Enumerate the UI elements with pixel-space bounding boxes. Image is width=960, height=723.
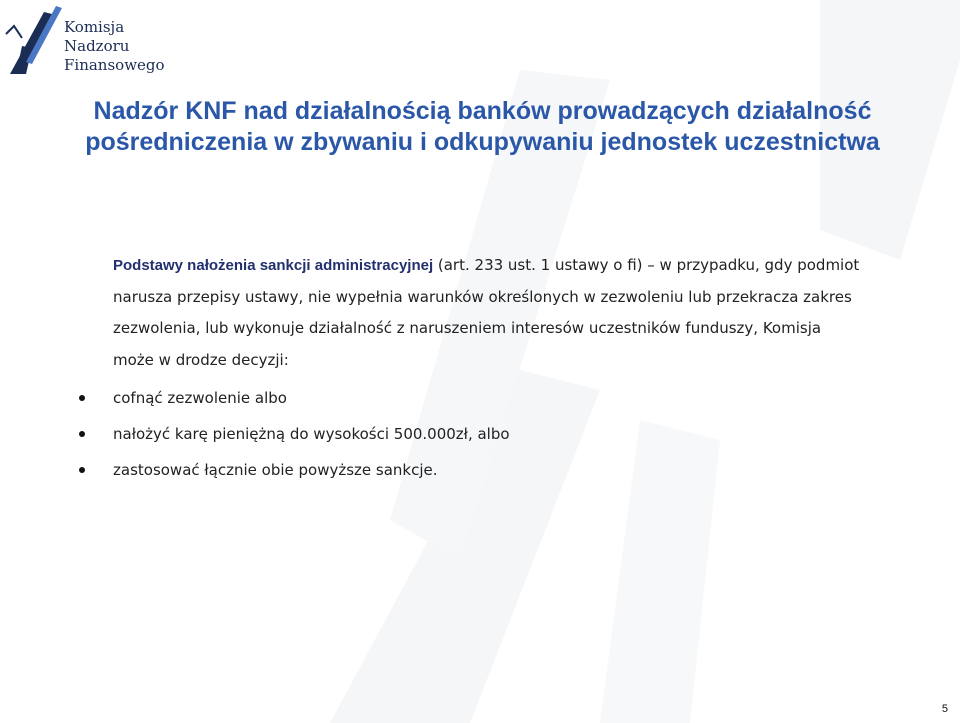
list-item-text: cofnąć zezwolenie albo bbox=[113, 389, 287, 407]
slide-title: Nadzór KNF nad działalnością banków prowadzących działalność pośredniczenia w zbywaniu i odkupywaniu jednostek uczestnictwa bbox=[85, 97, 880, 156]
logo-line-3: Finansowego bbox=[64, 56, 165, 74]
list-item bbox=[0, 419, 900, 455]
sanctions-list bbox=[0, 383, 900, 491]
logo-line-1: Komisja bbox=[64, 18, 125, 36]
logo-wordmark bbox=[64, 18, 165, 75]
bullet-icon bbox=[79, 395, 85, 401]
bullet-icon bbox=[79, 467, 85, 473]
knf-emblem-icon bbox=[4, 4, 64, 82]
page-number: 5 bbox=[941, 703, 948, 715]
body-paragraph bbox=[113, 250, 863, 376]
knf-logo bbox=[4, 4, 164, 82]
paragraph-lead: Podstawy nałożenia sankcji administracyjnej bbox=[113, 257, 434, 274]
paragraph-text: (art. 233 ust. 1 ustawy o fi) – w przypadku, gdy podmiot narusza przepisy ustawy, nie wypełnia warunków określonych w zezwoleniu lub przekracza zakres zezwolenia, lub wykonuje działalność z naruszeniem interesów uczestników funduszy, Komisja może w drodze decyzji: bbox=[113, 256, 860, 369]
logo-line-2: Nadzoru bbox=[64, 37, 130, 55]
bullet-icon bbox=[79, 431, 85, 437]
list-item bbox=[0, 383, 900, 419]
list-item-text: nałożyć karę pieniężną do wysokości 500.000zł, albo bbox=[113, 425, 510, 443]
list-item bbox=[0, 455, 900, 491]
list-item-text: zastosować łącznie obie powyższe sankcje. bbox=[113, 461, 438, 479]
